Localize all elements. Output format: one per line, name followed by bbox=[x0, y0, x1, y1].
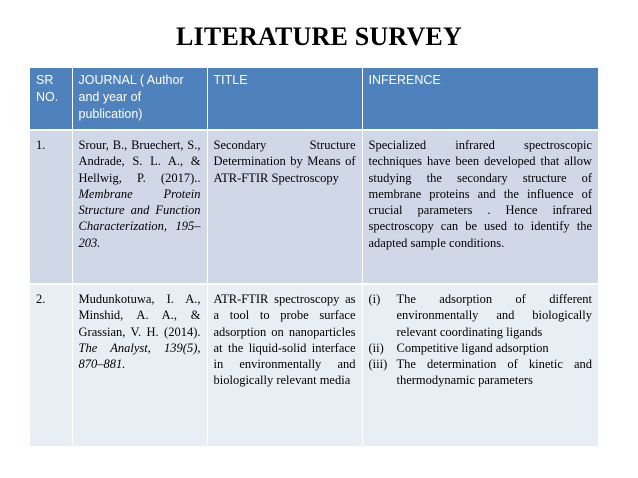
cell-title: Secondary Structure Determination by Means of ATR-FTIR Spectroscopy bbox=[207, 130, 362, 284]
cell-inference bbox=[362, 284, 598, 446]
cell-inference: Specialized infrared spectroscopic techniques have been developed that allow studying the secondary structure of membrane proteins and the influence of crucial parameters . Hence infrared spectroscopy can be used to identify the adapted sample conditions. bbox=[362, 130, 598, 284]
inference-text: Competitive ligand adsorption bbox=[396, 340, 549, 355]
journal-source: The Analyst, 139(5), 870–881. bbox=[78, 340, 201, 372]
journal-source: Membrane Protein Structure and Function Characterization, 195–203. bbox=[78, 186, 201, 250]
page-title: LITERATURE SURVEY bbox=[176, 22, 462, 51]
table-header-row bbox=[30, 68, 598, 130]
header-inference: INFERENCE bbox=[362, 68, 598, 130]
table-row bbox=[30, 284, 598, 446]
cell-sr-no: 2. bbox=[30, 284, 72, 446]
table-row bbox=[30, 130, 598, 284]
header-sr-no: SR NO. bbox=[30, 68, 72, 130]
inference-marker: (iii) bbox=[368, 357, 388, 372]
literature-table bbox=[30, 68, 598, 446]
cell-journal bbox=[72, 284, 207, 446]
inference-text: The adsorption of different environmentally and biologically relevant coordinating ligands bbox=[396, 292, 592, 339]
inference-item bbox=[369, 356, 593, 389]
inference-text: The determination of kinetic and thermodynamic parameters bbox=[396, 357, 592, 388]
inference-item bbox=[369, 340, 593, 356]
inference-list bbox=[369, 291, 593, 389]
inference-marker: (i) bbox=[368, 292, 381, 306]
inference-item bbox=[369, 291, 593, 340]
journal-authors: Mudunkotuwa, I. A., Minshid, A. A., & Grassian, V. H. (2014). bbox=[78, 292, 201, 339]
journal-authors: Srour, B., Bruechert, S., Andrade, S. L. A., & Hellwig, P. (2017).. bbox=[78, 138, 201, 185]
inference-marker: (ii) bbox=[368, 340, 384, 355]
cell-sr-no: 1. bbox=[30, 130, 72, 284]
header-journal: JOURNAL ( Author and year of publication) bbox=[72, 68, 207, 130]
cell-journal bbox=[72, 130, 207, 284]
header-title: TITLE bbox=[207, 68, 362, 130]
cell-title: ATR-FTIR spectroscopy as a tool to probe surface adsorption on nanoparticles at the liquid-solid interface in environmentally and biologically relevant media bbox=[207, 284, 362, 446]
